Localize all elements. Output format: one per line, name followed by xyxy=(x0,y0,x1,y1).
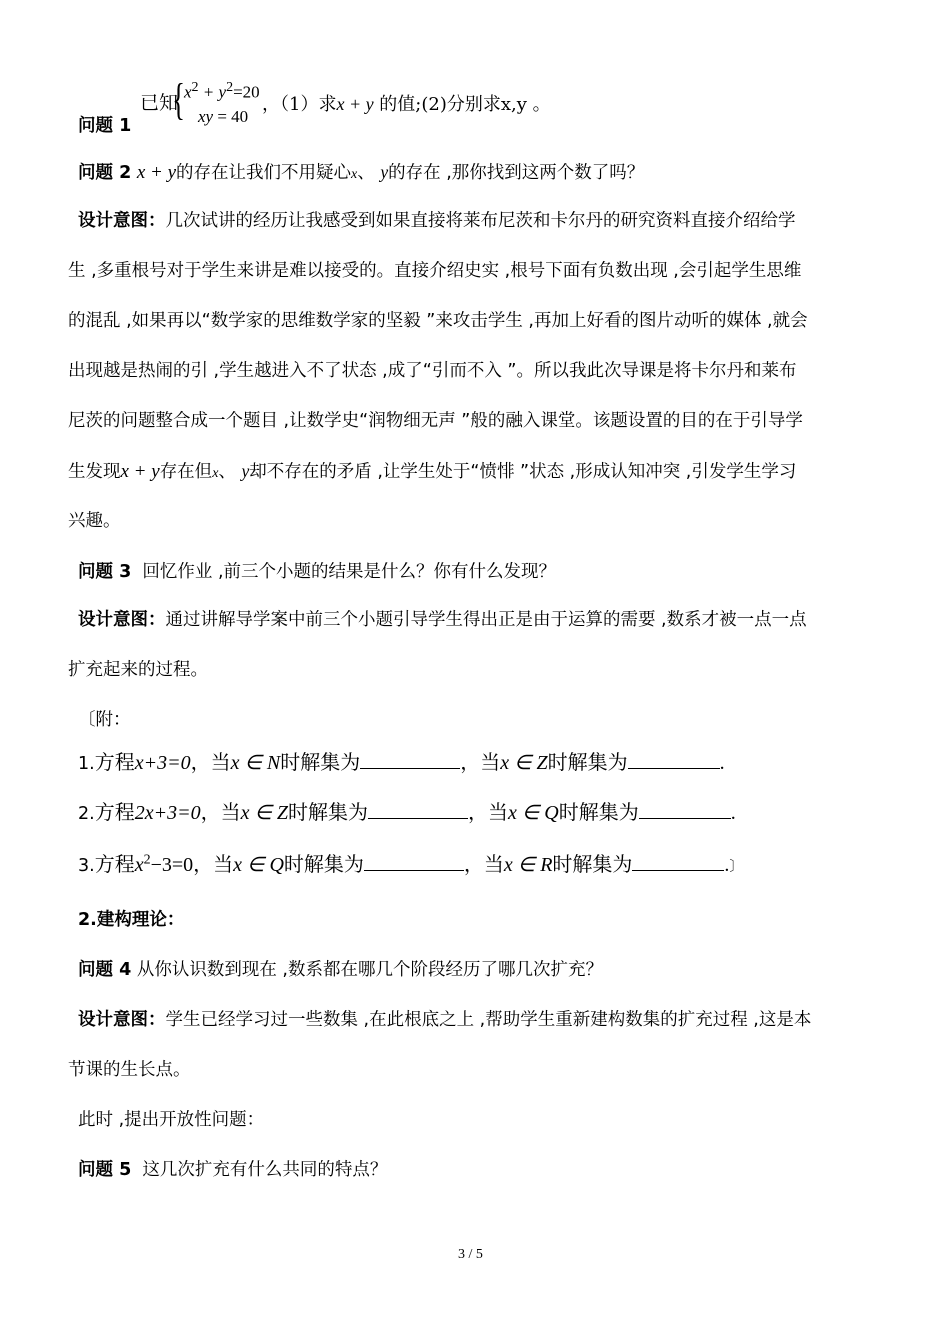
intent1-line-4: 出现越是热闹的引 ,学生越进入不了状态 ,成了“引而不入 ”。所以我此次导课是将卡尔丹和莱布 xyxy=(68,361,797,381)
appendix-item-2: 2.方程2x+3=0，当x ∈ Z时解集为 ，当x ∈ Q时解集为 . xyxy=(78,800,736,824)
intent3-line-1: 设计意图：学生已经学习过一些数集 ,在此根底之上 ,帮助学生重新建构数集的扩充过程 ,这是本 xyxy=(78,1010,812,1030)
q1-brace: { xyxy=(172,75,185,124)
appendix-item-1: 1.方程x+3=0，当x ∈ N时解集为 ，当x ∈ Z时解集为 . xyxy=(78,750,725,774)
appendix-open: 〔附： xyxy=(78,710,131,730)
q3-line: 问题 3 回忆作业 ,前三个小题的结果是什么？你有什么发现？ xyxy=(78,562,557,582)
intent1-line-6: 生发现x + y存在但x、 y却不存在的矛盾 ,让学生处于“愤悱 ”状态 ,形成认知冲突 ,引发学生学习 xyxy=(68,461,797,482)
intent3-line-2: 节课的生长点。 xyxy=(68,1060,191,1080)
intent1-line-1: 设计意图：几次试讲的经历让我感受到如果直接将莱布尼茨和卡尔丹的研究资料直接介绍给学 xyxy=(78,211,796,231)
intent2-label: 设计意图： xyxy=(78,610,166,630)
q1-equation-2: xy = 40 xyxy=(198,107,249,126)
intent1-line-7: 兴趣。 xyxy=(68,511,121,531)
intent2-line-1: 设计意图：通过讲解导学案中前三个小题引导学生得出正是由于运算的需要 ,数系才被一点一点 xyxy=(78,610,807,630)
q1-question: ，（1）求x + y 的值;(2)分别求x,y 。 xyxy=(262,94,551,115)
q1-label: 问题 1 xyxy=(78,116,132,136)
page-number: 3 / 5 xyxy=(458,1247,483,1262)
q1-known: 已知 xyxy=(140,92,179,114)
q4-label: 问题 4 xyxy=(78,960,132,980)
q2-label: 问题 2 xyxy=(78,163,132,183)
intent1-line-2: 生 ,多重根号对于学生来讲是难以接受的。直接介绍史实 ,根号下面有负数出现 ,会引起学生思维 xyxy=(68,261,802,281)
q5-label: 问题 5 xyxy=(78,1160,132,1180)
intent1-line-3: 的混乱 ,如果再以“数学家的思维数学家的坚毅 ”来攻击学生 ,再加上好看的图片动听的媒体 ,就会 xyxy=(68,311,808,331)
q4-line: 问题 4 从你认识数到现在 ,数系都在哪几个阶段经历了哪几次扩充？ xyxy=(78,960,603,980)
transition-text: 此时 ,提出开放性问题： xyxy=(78,1110,265,1130)
intent1-line-5: 尼茨的问题整合成一个题目 ,让数学史“润物细无声 ”般的融入课堂。该题设置的目的在于引导学 xyxy=(68,411,803,431)
q3-label: 问题 3 xyxy=(78,562,132,582)
section-title: 2.建构理论： xyxy=(78,910,185,930)
intent2-line-2: 扩充起来的过程。 xyxy=(68,660,208,680)
q1-equation-1: $x^2 + y^2=20$ xyxy=(184,80,260,102)
intent3-label: 设计意图： xyxy=(78,1010,166,1030)
appendix-item-3: 3.方程$x^2-3=0$，当x ∈ Q时解集为 ，当x ∈ R时解集为 .〕 xyxy=(78,852,744,876)
q2-line: 问题 2 x + y的存在让我们不用疑心x、 y的存在 ,那你找到这两个数了吗？ xyxy=(78,162,645,183)
q5-line: 问题 5 这几次扩充有什么共同的特点？ xyxy=(78,1160,388,1180)
intent1-label: 设计意图： xyxy=(78,211,166,231)
